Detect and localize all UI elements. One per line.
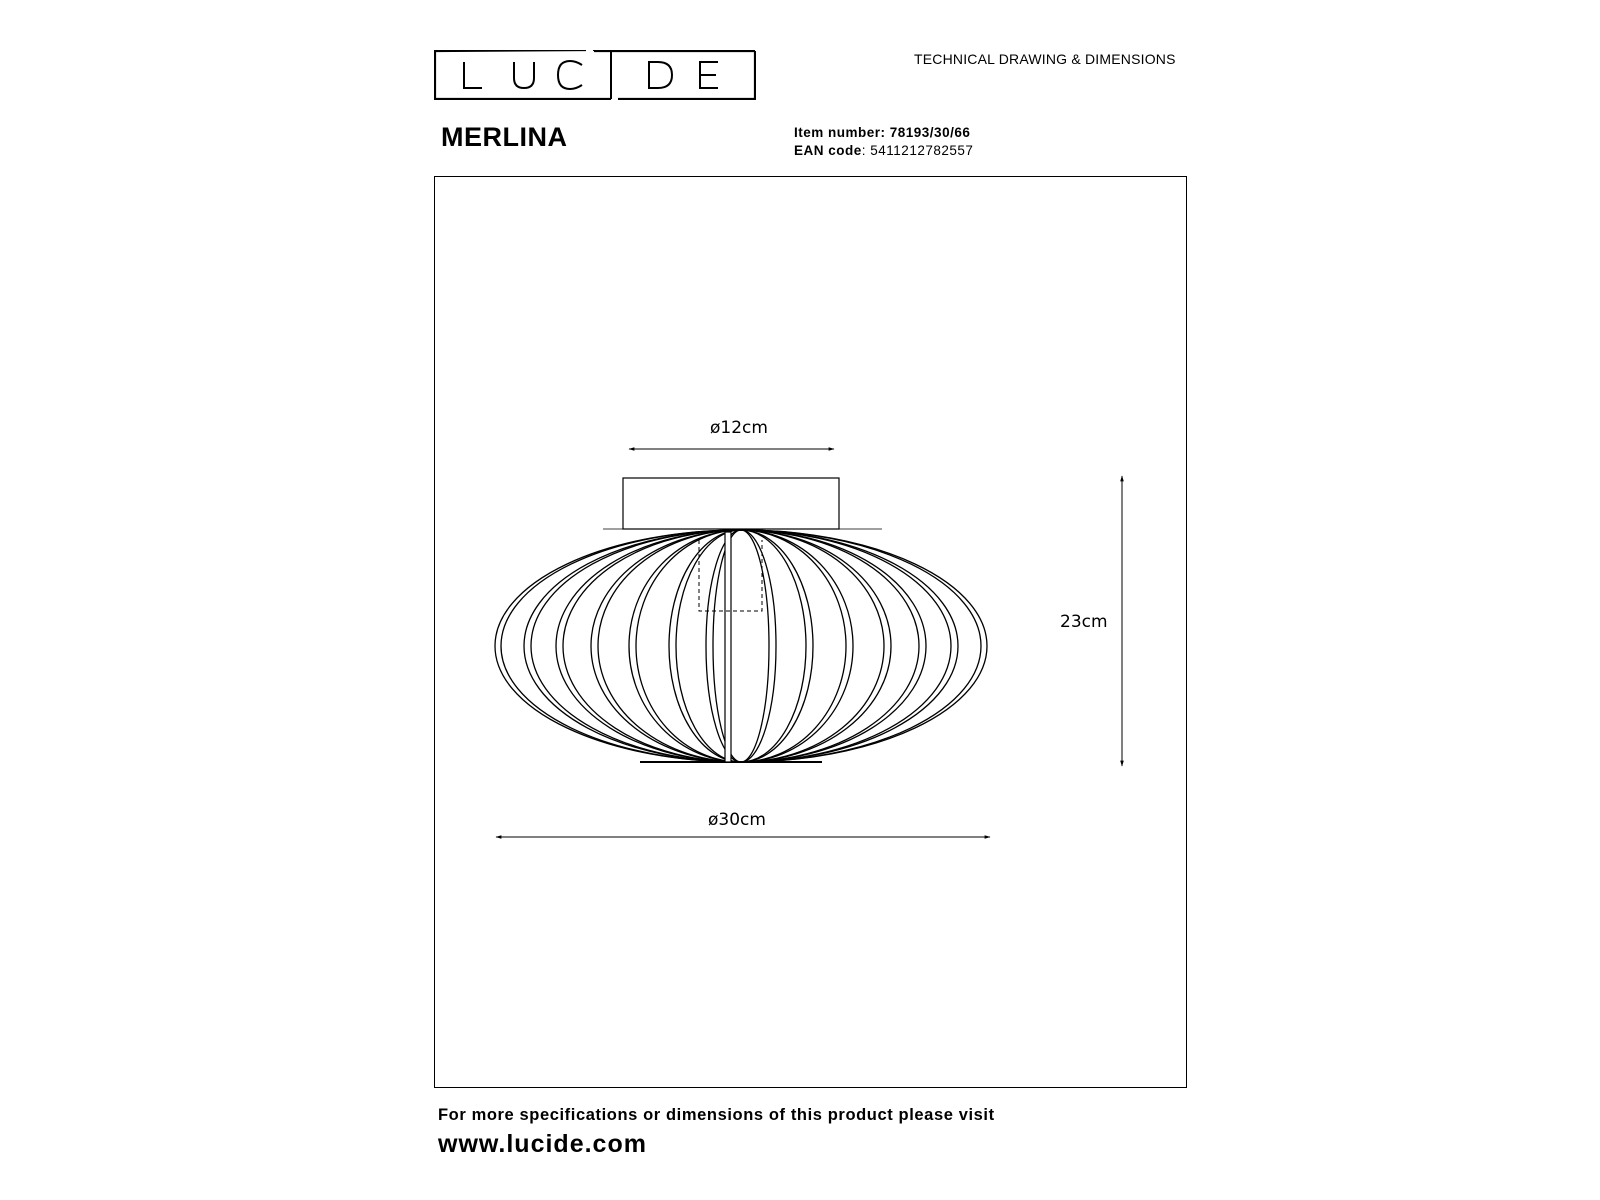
item-number-label: Item number: [794, 125, 881, 140]
ean-label: EAN code: [794, 143, 862, 158]
ceiling-canopy: [623, 478, 839, 529]
product-name: MERLINA: [441, 122, 568, 152]
ean-row: EAN code: 5411212782557: [794, 143, 974, 158]
shade-diameter-label: ø30cm: [708, 810, 766, 830]
document-type-label: TECHNICAL DRAWING & DIMENSIONS: [914, 51, 1176, 67]
item-number-row: Item number: 78193/30/66: [794, 125, 971, 140]
item-number-value: 78193/30/66: [889, 125, 971, 140]
top-diameter-label: ø12cm: [710, 418, 768, 438]
ean-value: 5411212782557: [870, 143, 974, 158]
height-label: 23cm: [1060, 612, 1108, 632]
shade-ribs: [495, 530, 987, 762]
central-stem: [725, 532, 731, 762]
footer-text: For more specifications or dimensions of this product please visit: [438, 1106, 995, 1124]
website-link[interactable]: www.lucide.com: [438, 1130, 647, 1158]
